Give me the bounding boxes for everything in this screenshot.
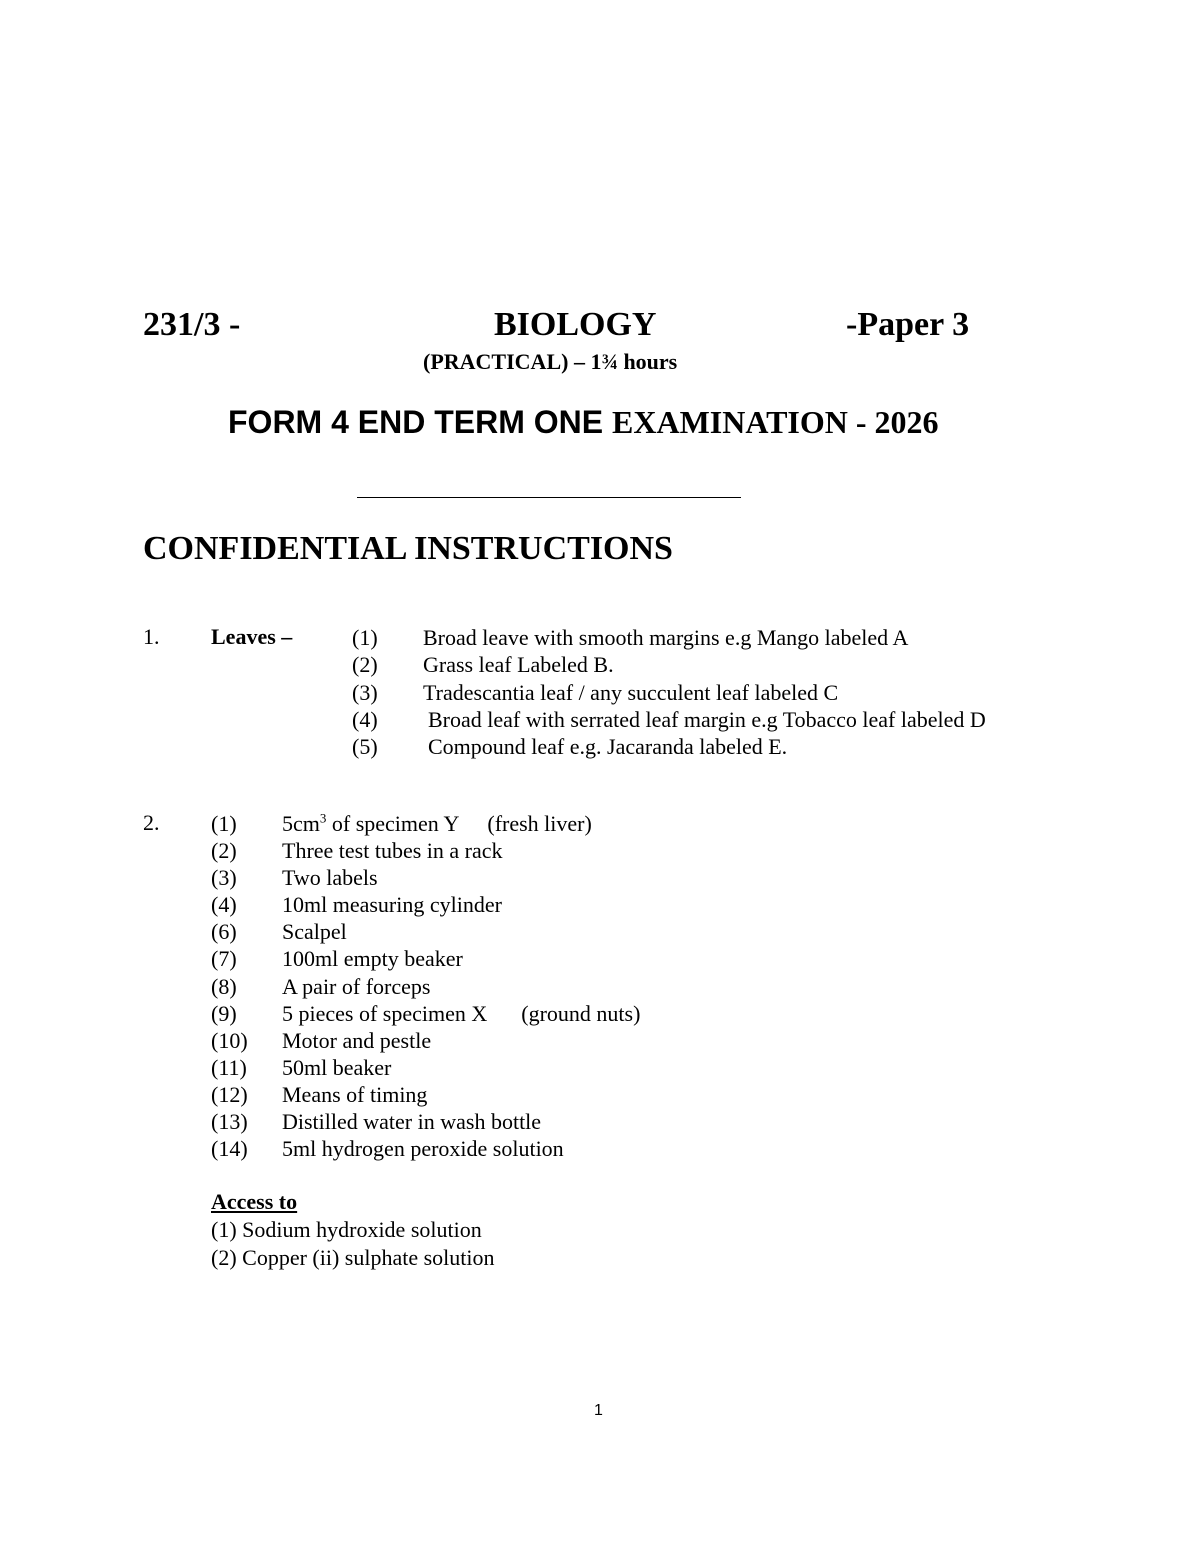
list-item: (11) 50ml beaker bbox=[211, 1054, 392, 1080]
list-item: (2) Copper (ii) sulphate solution bbox=[211, 1245, 495, 1270]
list-item: (5) Compound leaf e.g. Jacaranda labeled E. bbox=[352, 734, 788, 759]
list-item: (14) 5ml hydrogen peroxide solution bbox=[211, 1136, 564, 1162]
list-item: (8) A pair of forceps bbox=[211, 973, 431, 999]
exam-title bbox=[228, 404, 939, 441]
page-number: 1 bbox=[594, 1402, 603, 1419]
list-item: (12) Means of timing bbox=[211, 1081, 428, 1107]
list-item: (10) Motor and pestle bbox=[211, 1027, 432, 1053]
list-item: (4) 10ml measuring cylinder bbox=[211, 892, 502, 918]
list-item: (6) Scalpel bbox=[211, 919, 347, 945]
list-item: (1) $5cm^3$ of specimen Y (fresh liver) bbox=[211, 810, 592, 836]
question-1-label: Leaves – bbox=[211, 624, 293, 649]
confidential-heading: CONFIDENTIAL INSTRUCTIONS bbox=[143, 530, 673, 567]
question-1-number: 1. bbox=[143, 624, 160, 649]
list-item: (3) Tradescantia leaf / any succulent leaf labeled C bbox=[352, 679, 839, 705]
list-item: (1) Sodium hydroxide solution bbox=[211, 1217, 482, 1242]
list-item: (1) Broad leave with smooth margins e.g Mango labeled A bbox=[352, 625, 909, 650]
apparatus-list bbox=[211, 810, 640, 1162]
list-item: (2) Three test tubes in a rack bbox=[211, 838, 503, 864]
leaves-list bbox=[352, 624, 986, 760]
list-item: (13) Distilled water in wash bottle bbox=[211, 1109, 542, 1135]
list-item: (7) 100ml empty beaker bbox=[211, 946, 463, 972]
list-item: (4) Broad leaf with serrated leaf margin e.g Tobacco leaf labeled D bbox=[352, 706, 986, 732]
access-heading: Access to bbox=[211, 1189, 298, 1214]
question-2-number: 2. bbox=[143, 810, 160, 835]
exam-title-part1: FORM 4 END TERM ONE bbox=[228, 404, 613, 440]
divider-line bbox=[357, 497, 741, 498]
list-item: (9) 5 pieces of specimen X (ground nuts) bbox=[211, 1000, 641, 1026]
subject-title: BIOLOGY bbox=[494, 306, 657, 343]
paper-code: 231/3 - bbox=[143, 306, 241, 343]
access-list bbox=[211, 1216, 495, 1272]
practical-duration: (PRACTICAL) – 1¾ hours bbox=[423, 349, 678, 374]
exam-title-part2: EXAMINATION - 2026 bbox=[612, 404, 939, 440]
paper-number: -Paper 3 bbox=[846, 306, 970, 343]
list-item: (3) Two labels bbox=[211, 865, 378, 891]
list-item: (2) Grass leaf Labeled B. bbox=[352, 652, 614, 678]
